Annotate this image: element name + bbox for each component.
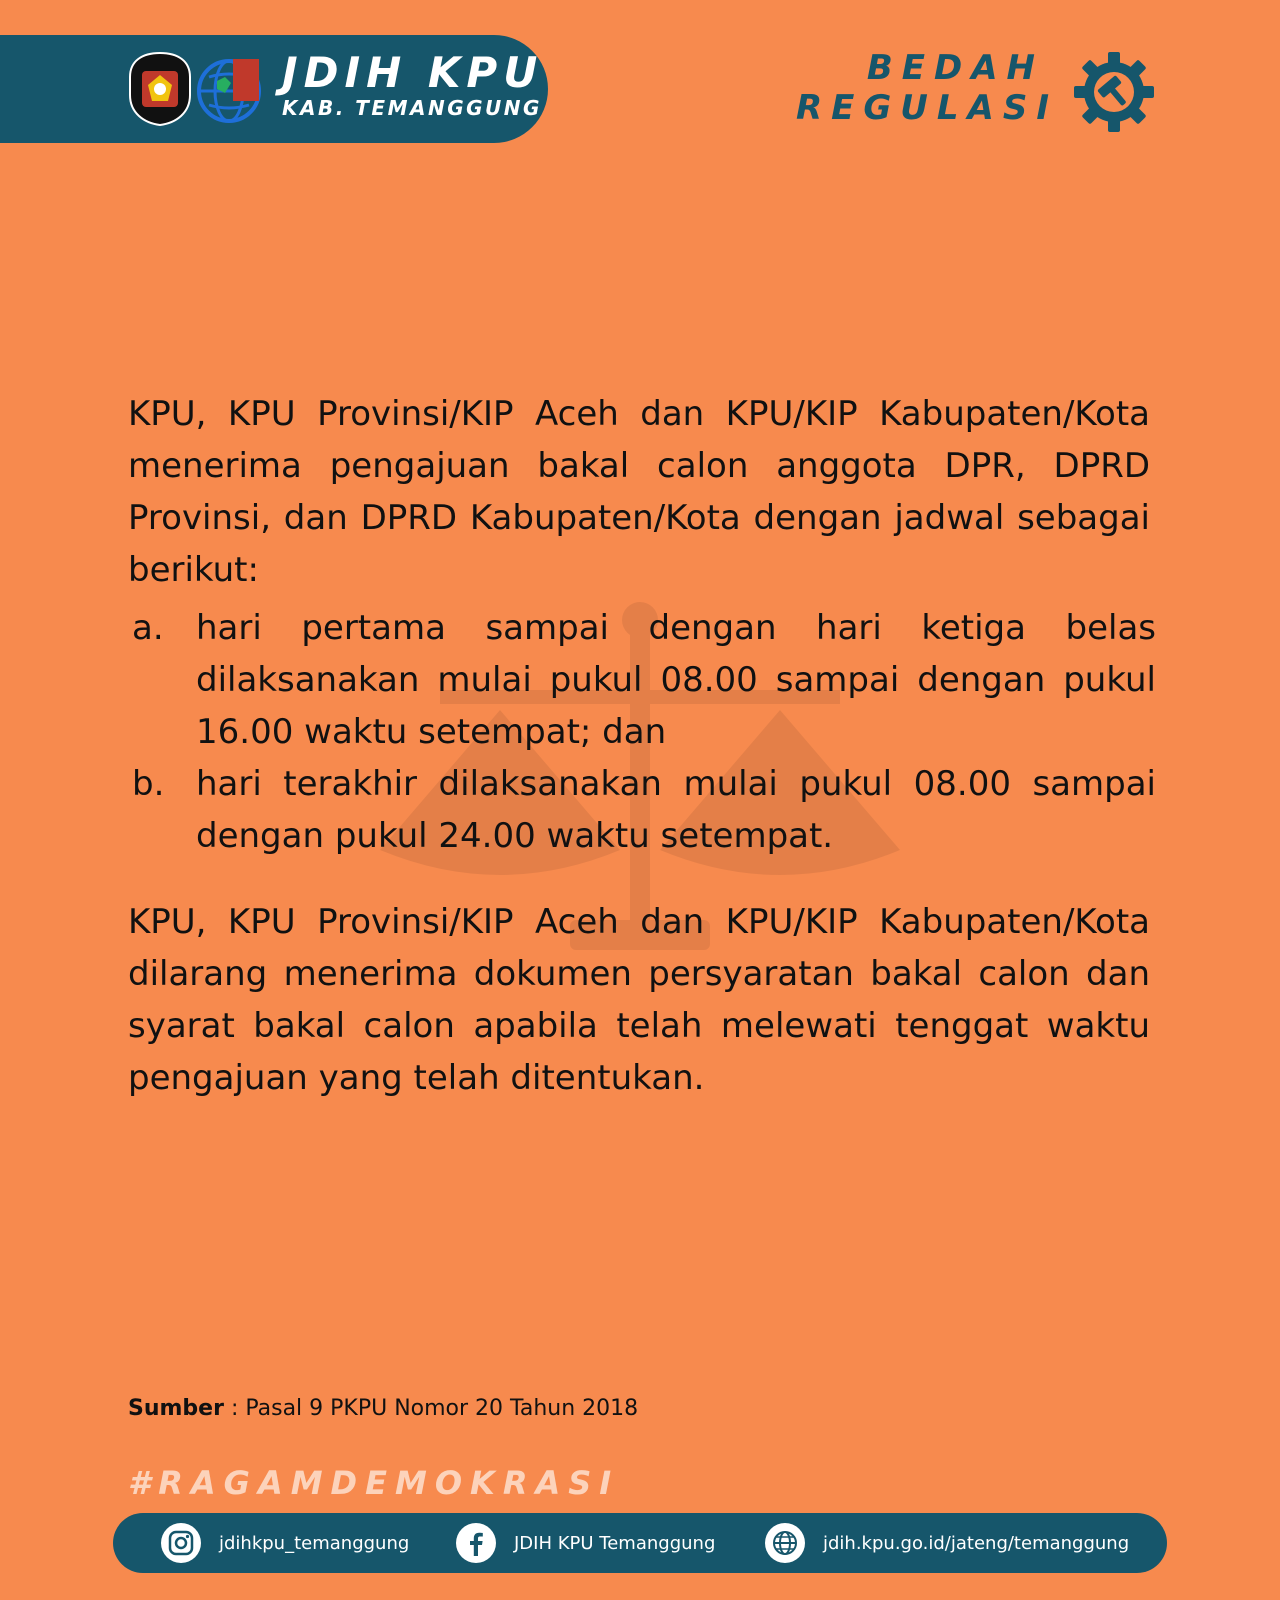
instagram-icon xyxy=(161,1523,201,1563)
globe-icon xyxy=(765,1523,805,1563)
list-item xyxy=(128,758,1156,862)
instagram-handle: jdihkpu_temanggung xyxy=(219,1532,410,1554)
footer-bar xyxy=(113,1513,1167,1573)
facebook-icon xyxy=(456,1523,496,1563)
list-marker: b. xyxy=(132,764,165,804)
list-item xyxy=(128,602,1156,758)
source-text: : Pasal 9 PKPU Nomor 20 Tahun 2018 xyxy=(223,1396,639,1421)
bedah-regulasi-badge xyxy=(796,48,1058,128)
facebook-page: JDIH KPU Temanggung xyxy=(514,1532,716,1554)
badge-line-2: REGULASI xyxy=(795,88,1058,128)
footer-instagram[interactable] xyxy=(161,1523,409,1563)
badge-line-1: BEDAH xyxy=(866,48,1044,88)
paragraph-schedule-intro: KPU, KPU Provinsi/KIP Aceh dan KPU/KIP Kabupaten/Kota menerima pengajuan bakal calon anggota DPR, DPRD Provinsi, dan DPRD Kabupaten/Kota dengan jadwal sebagai berikut: xyxy=(128,394,1150,590)
list-item-text: hari pertama sampai dengan hari ketiga belas dilaksanakan mulai pukul 08.00 sampai dengan pukul 16.00 waktu setempat; dan xyxy=(196,608,1156,752)
source-citation xyxy=(128,1394,638,1424)
header-banner xyxy=(0,35,548,143)
hashtag: #RAGAMDEMOKRASI xyxy=(128,1464,620,1502)
list-item-text: hari terakhir dilaksanakan mulai pukul 08.00 sampai dengan pukul 24.00 waktu setempat. xyxy=(196,764,1156,856)
website-url: jdih.kpu.go.id/jateng/temanggung xyxy=(823,1532,1130,1554)
footer-facebook[interactable] xyxy=(456,1523,715,1563)
footer-website[interactable] xyxy=(765,1523,1129,1563)
brand-subtitle: KAB. TEMANGGUNG xyxy=(282,96,542,120)
schedule-list xyxy=(128,602,1156,862)
kpu-logo xyxy=(128,51,192,127)
list-marker: a. xyxy=(132,608,164,648)
paragraph-deadline-rule: KPU, KPU Provinsi/KIP Aceh dan KPU/KIP Kabupaten/Kota dilarang menerima dokumen persyaratan bakal calon dan syarat bakal calon apabila telah melewati tenggat waktu pengajuan yang telah ditentukan. xyxy=(128,902,1150,1098)
gear-gavel-icon xyxy=(1072,50,1156,134)
brand-title: JDIH KPU xyxy=(282,48,544,97)
source-label: Sumber xyxy=(128,1396,224,1421)
jdih-globe-logo xyxy=(195,53,269,127)
